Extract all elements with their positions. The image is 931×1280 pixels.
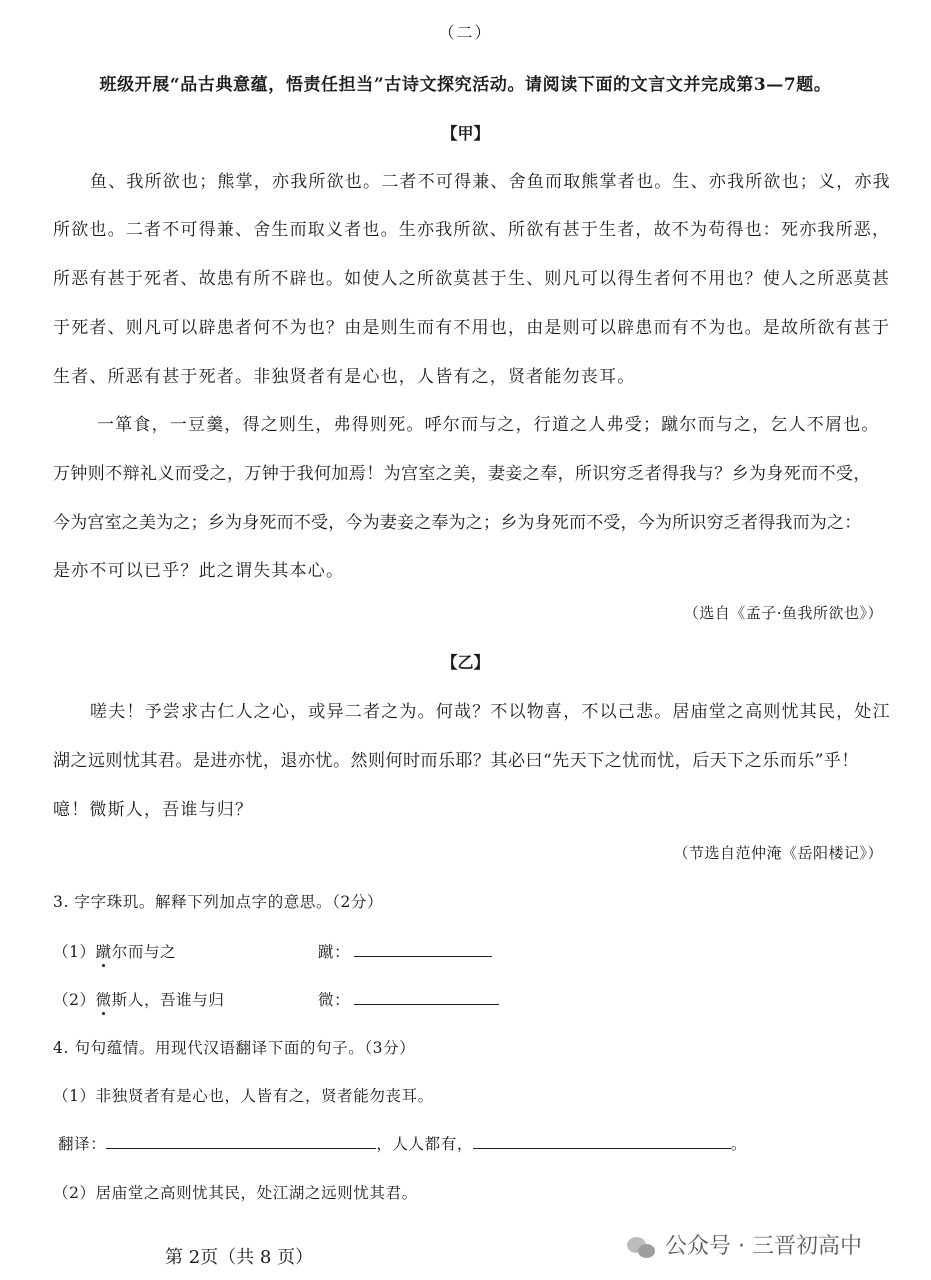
heading-jia: 【甲】 xyxy=(441,124,490,143)
watermark-text: 公众号 · 三晋初高中 xyxy=(665,1234,862,1259)
q4-translation-blank-2[interactable] xyxy=(473,1134,731,1149)
jia-line-6: 一箪食，一豆羹，得之则生，弗得则死。呼尔而与之，行道之人弗受；蹴尔而与之，乞人不屑也。 xyxy=(97,415,880,435)
q3-answer-2 xyxy=(318,988,499,1010)
q3-stem: 3. 字字珠玑。解释下列加点字的意思。（2分） xyxy=(53,893,384,911)
q4-translation-blank-1[interactable] xyxy=(106,1134,376,1149)
page-number: 第 2页（共 8 页） xyxy=(165,1247,314,1268)
jia-line-3: 所恶有甚于死者、故患有所不辟也。如使人之所欲莫甚于生、则凡可以得生者何不用也？使人之所恶莫甚 xyxy=(53,269,891,289)
section-intro: 班级开展“品古典意蕴，悟责任担当”古诗文探究活动。请阅读下面的文言文并完成第3—7题。 xyxy=(99,75,832,95)
q3-answer-1-label: 蹴： xyxy=(318,943,351,961)
q3-item-2 xyxy=(53,988,224,1010)
q4-translate-middle: ，人人都有， xyxy=(376,1135,473,1153)
q3-item-1-dotted-char: 蹴 xyxy=(95,943,112,961)
q4-translate-end: 。 xyxy=(730,1135,748,1153)
q4-translate-label: 翻译： xyxy=(58,1135,107,1153)
jia-line-1: 鱼、我所欲也；熊掌，亦我所欲也。二者不可得兼、舍鱼而取熊掌者也。生、亦我所欲也；义，亦我 xyxy=(90,172,891,192)
jia-line-2: 所欲也。二者不可得兼、舍生而取义者也。生亦我所欲、所欲有甚于生者，故不为苟得也：死亦我所恶， xyxy=(53,220,891,240)
q3-item-2-rest: 斯人，吾谁与归 xyxy=(111,991,225,1009)
yi-source: （节选自范仲淹《岳阳楼记》） xyxy=(673,844,883,862)
yi-line-1: 嗟夫！予尝求古仁人之心，或异二者之为。何哉？不以物喜，不以己悲。居庙堂之高则忧其民，处江 xyxy=(90,702,891,722)
q4-sentence-1: （1）非独贤者有是心也，人皆有之，贤者能勿丧耳。 xyxy=(53,1087,434,1105)
jia-line-9: 是亦不可以已乎？此之谓失其本心。 xyxy=(53,561,345,581)
q3-answer-1 xyxy=(318,940,492,962)
yi-line-2: 湖之远则忧其君。是进亦忧，退亦忧。然则何时而乐耶？其必曰“先天下之忧而忧，后天下之乐而乐”乎！ xyxy=(53,751,859,771)
jia-line-8: 今为宫室之美为之；乡为身死而不受，今为妻妾之奉为之；乡为身死而不受，今为所识穷乏者得我而为之： xyxy=(53,513,862,533)
q3-item-1-prefix: （1） xyxy=(53,943,96,961)
q3-answer-1-blank[interactable] xyxy=(354,942,492,957)
yi-line-3: 噫！微斯人，吾谁与归？ xyxy=(53,800,254,820)
jia-source: （选自《孟子·鱼我所欲也》） xyxy=(683,604,883,622)
jia-line-5: 生者、所恶有甚于死者。非独贤者有是心也，人皆有之，贤者能勿丧耳。 xyxy=(53,367,636,387)
q3-item-1-rest: 尔而与之 xyxy=(111,943,177,961)
wechat-icon xyxy=(627,1235,657,1259)
q4-translation-line xyxy=(58,1132,747,1154)
q4-sentence-2: （2）居庙堂之高则忧其民，处江湖之远则忧其君。 xyxy=(53,1184,418,1202)
q3-item-2-prefix: （2） xyxy=(53,991,96,1009)
q4-stem: 4. 句句蕴情。用现代汉语翻译下面的句子。（3分） xyxy=(53,1039,416,1057)
jia-line-4: 于死者、则凡可以辟患者何不为也？由是则生而有不用也，由是则可以辟患而有不为也。是故所欲有甚于 xyxy=(53,318,891,338)
jia-line-7: 万钟则不辩礼义而受之，万钟于我何加焉！为宫室之美，妻妾之奉，所识穷乏者得我与？乡为身死而不受， xyxy=(53,464,871,484)
watermark xyxy=(627,1229,862,1260)
q3-item-2-dotted-char: 微 xyxy=(95,991,112,1009)
q3-answer-2-blank[interactable] xyxy=(354,990,499,1005)
q3-item-1 xyxy=(53,940,176,962)
q3-answer-2-label: 微： xyxy=(318,991,351,1009)
heading-yi: 【乙】 xyxy=(441,653,490,672)
section-number: （二） xyxy=(438,23,493,42)
